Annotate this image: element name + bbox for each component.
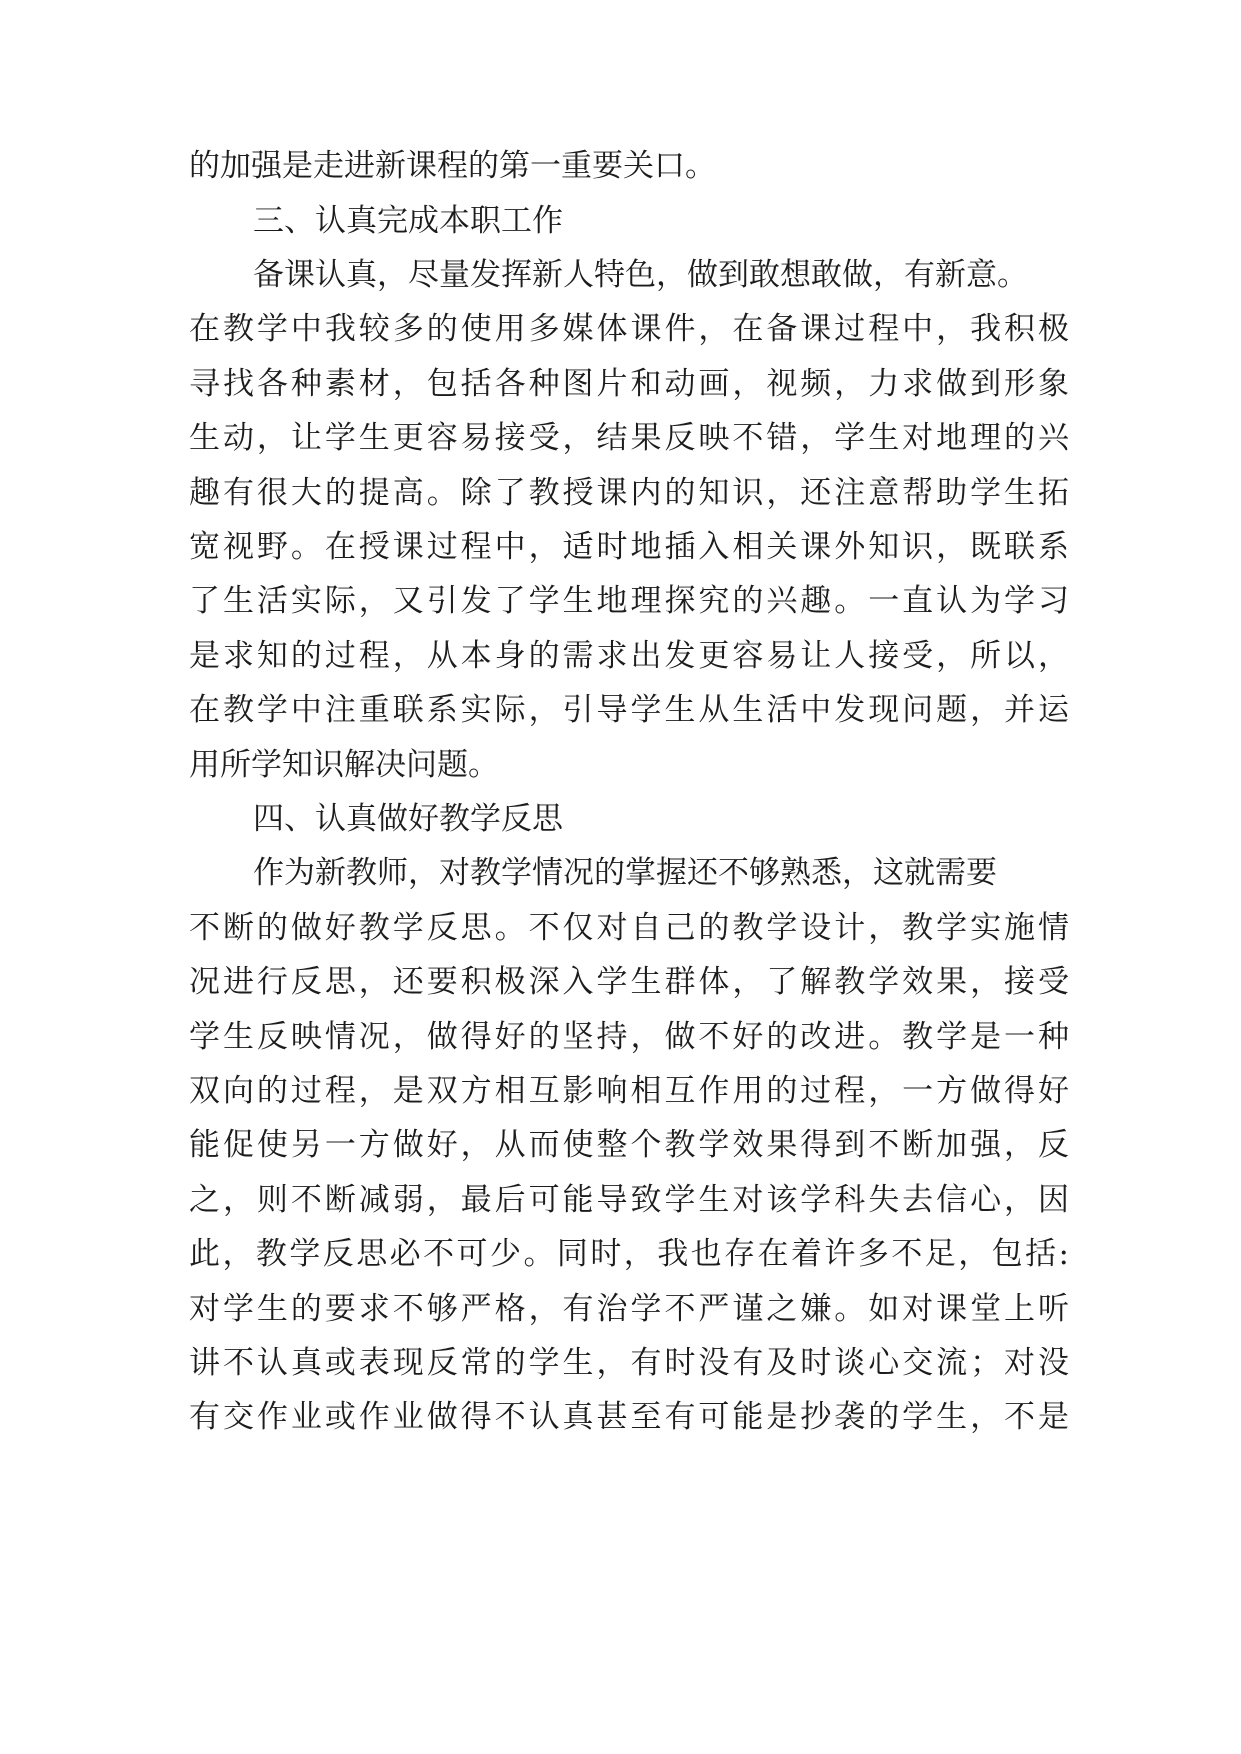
body-line: 此，教学反思必不可少。同时，我也存在着许多不足，包括:: [189, 1236, 1069, 1272]
body-line: 了生活实际，又引发了学生地理探究的兴趣。一直认为学习: [189, 583, 1069, 619]
body-line: 生动，让学生更容易接受，结果反映不错，学生对地理的兴: [189, 420, 1069, 456]
section-heading: 四、认真做好教学反思: [253, 801, 563, 837]
body-line: 寻找各种素材，包括各种图片和动画，视频，力求做到形象: [189, 366, 1069, 402]
paragraph-first-line: 作为新教师，对教学情况的掌握还不够熟悉，这就需要: [253, 855, 997, 891]
body-line: 在教学中我较多的使用多媒体课件，在备课过程中，我积极: [189, 311, 1069, 347]
body-line: 讲不认真或表现反常的学生，有时没有及时谈心交流；对没: [189, 1345, 1069, 1381]
body-line: 况进行反思，还要积极深入学生群体，了解教学效果，接受: [189, 964, 1069, 1000]
body-line: 对学生的要求不够严格，有治学不严谨之嫌。如对课堂上听: [189, 1291, 1069, 1327]
body-line: 在教学中注重联系实际，引导学生从生活中发现问题，并运: [189, 692, 1069, 728]
paragraph-first-line: 备课认真，尽量发挥新人特色，做到敢想敢做，有新意。: [253, 257, 1028, 293]
body-line: 学生反映情况，做得好的坚持，做不好的改进。教学是一种: [189, 1019, 1069, 1055]
body-line: 不断的做好教学反思。不仅对自己的教学设计，教学实施情: [189, 910, 1069, 946]
body-line: 之，则不断减弱，最后可能导致学生对该学科失去信心，因: [189, 1182, 1069, 1218]
body-line: 是求知的过程，从本身的需求出发更容易让人接受，所以，: [189, 638, 1069, 674]
body-line: 趣有很大的提高。除了教授课内的知识，还注意帮助学生拓: [189, 475, 1069, 511]
section-heading: 三、认真完成本职工作: [253, 203, 563, 239]
body-line: 宽视野。在授课过程中，适时地插入相关课外知识，既联系: [189, 529, 1069, 565]
body-line: 有交作业或作业做得不认真甚至有可能是抄袭的学生，不是: [189, 1399, 1069, 1435]
body-line: 用所学知识解决问题。: [189, 747, 499, 783]
body-line: 双向的过程，是双方相互影响相互作用的过程，一方做得好: [189, 1073, 1069, 1109]
body-line: 的加强是走进新课程的第一重要关口。: [189, 148, 716, 184]
body-line: 能促使另一方做好，从而使整个教学效果得到不断加强，反: [189, 1127, 1069, 1163]
